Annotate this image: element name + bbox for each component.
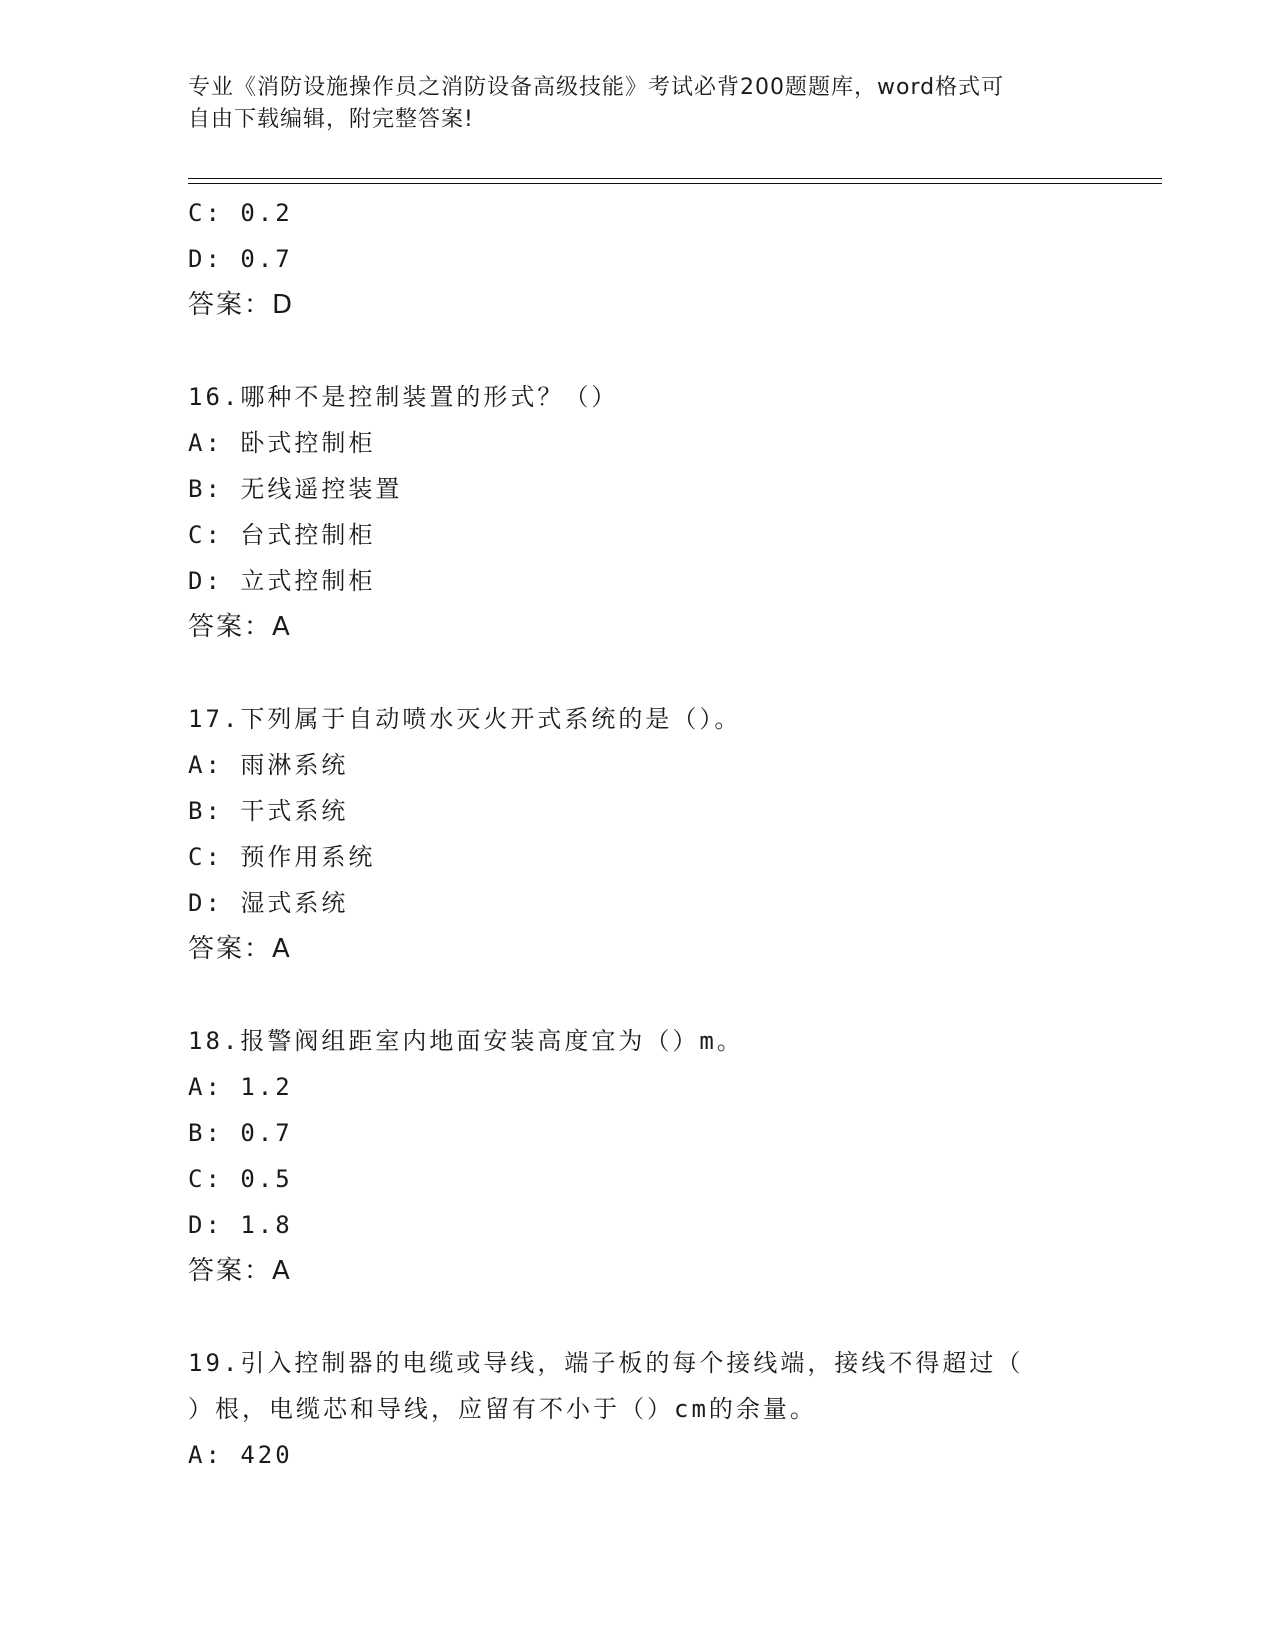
option-d: D: 湿式系统	[188, 889, 349, 917]
question-17	[188, 696, 1088, 972]
spacer	[188, 650, 1088, 696]
spacer	[188, 972, 1088, 1018]
header-line-2: 自由下载编辑，附完整答案!	[188, 107, 474, 132]
option-b: B: 无线遥控装置	[188, 475, 403, 503]
question-18	[188, 1018, 1088, 1294]
option-b: B: 0.7	[188, 1119, 293, 1147]
option-a: A: 420	[188, 1441, 293, 1469]
header-divider-bottom	[188, 183, 1162, 184]
header-divider-top	[188, 178, 1162, 179]
option-c: C: 0.5	[188, 1165, 293, 1193]
question-15-tail	[188, 190, 1088, 328]
spacer	[188, 1294, 1088, 1340]
question-stem: 18.报警阀组距室内地面安装高度宜为（）m。	[188, 1027, 744, 1055]
question-stem: 17.下列属于自动喷水灭火开式系统的是（）。	[188, 705, 742, 733]
option-c: C: 台式控制柜	[188, 521, 376, 549]
option-a: A: 雨淋系统	[188, 751, 349, 779]
question-stem-line-2: ）根，电缆芯和导线，应留有不小于（）cm的余量。	[188, 1395, 817, 1423]
answer: 答案：A	[188, 1256, 292, 1286]
option-a: A: 1.2	[188, 1073, 293, 1101]
option-b: B: 干式系统	[188, 797, 349, 825]
question-stem: 16.哪种不是控制装置的形式？（）	[188, 383, 619, 411]
question-list	[188, 190, 1088, 1478]
option-c: C: 预作用系统	[188, 843, 376, 871]
answer: 答案：A	[188, 612, 292, 642]
header-line-1: 专业《消防设施操作员之消防设备高级技能》考试必背200题题库，word格式可	[188, 75, 1005, 100]
question-19	[188, 1340, 1088, 1478]
answer: 答案：A	[188, 934, 292, 964]
option-c: C: 0.2	[188, 199, 293, 227]
spacer	[188, 328, 1088, 374]
option-d: D: 立式控制柜	[188, 567, 376, 595]
question-16	[188, 374, 1088, 650]
question-stem-line-1: 19.引入控制器的电缆或导线，端子板的每个接线端，接线不得超过（	[188, 1349, 1024, 1377]
option-d: D: 1.8	[188, 1211, 293, 1239]
option-d: D: 0.7	[188, 245, 293, 273]
answer: 答案：D	[188, 290, 295, 320]
document-header	[188, 72, 1088, 136]
option-a: A: 卧式控制柜	[188, 429, 376, 457]
